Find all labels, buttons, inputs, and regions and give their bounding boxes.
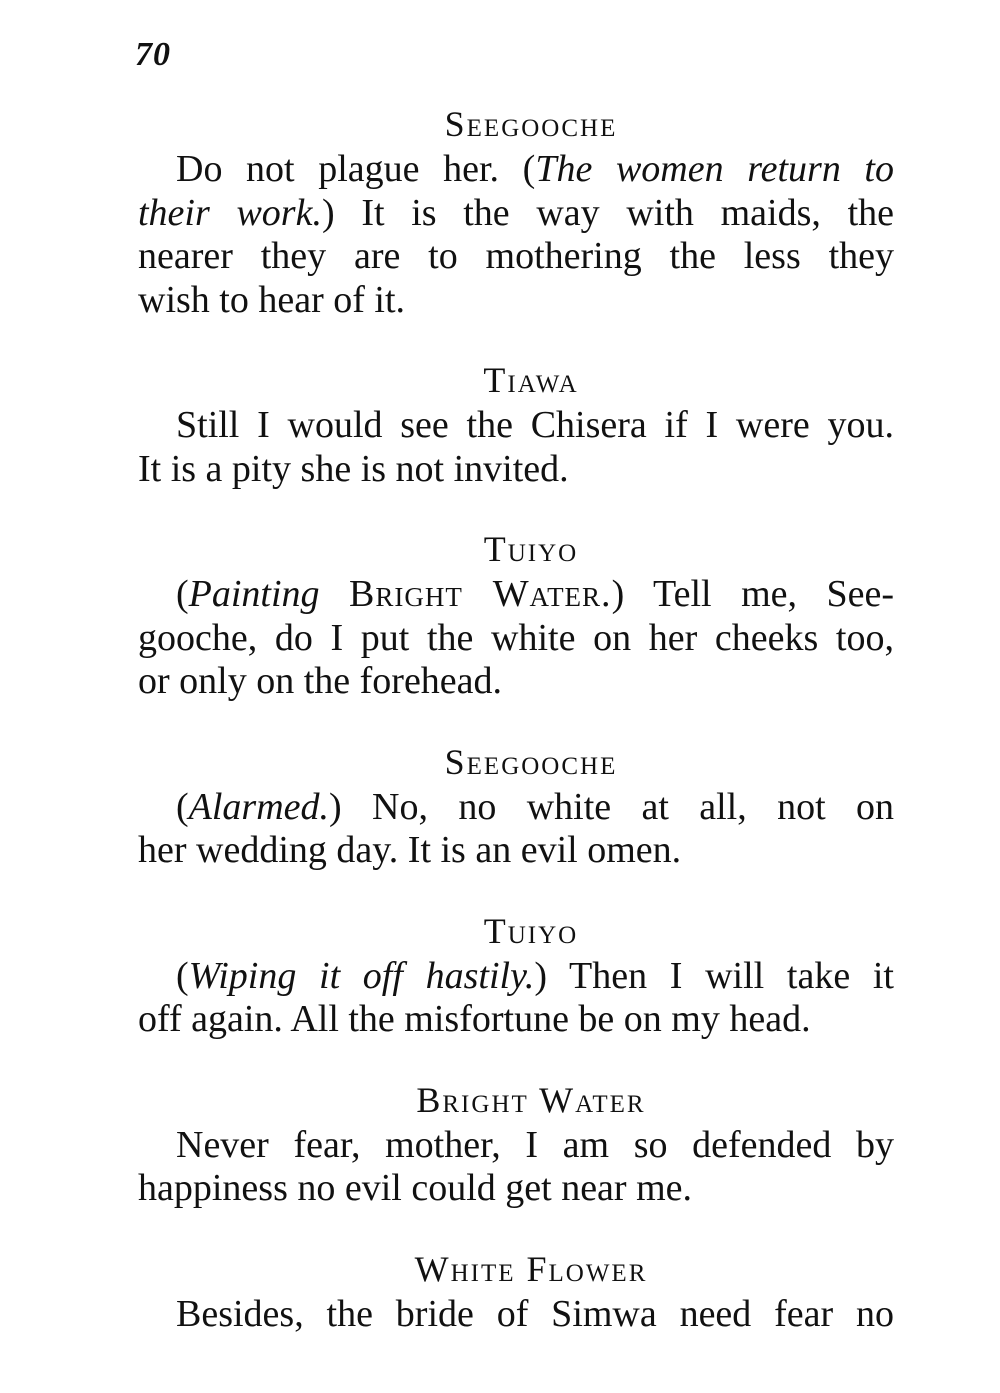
text-line [138,279,894,323]
speech-gap [138,873,894,907]
dialogue-text [320,573,350,615]
speaker-name: Seegooche [444,741,618,782]
text-line [138,573,894,617]
text-line [138,1124,894,1168]
dialogue-text: ) Tell me, See- [611,573,895,615]
text-line [138,998,894,1042]
speech-block [138,100,894,322]
speech-gap [138,704,894,738]
dialogue-text: ( [176,954,189,997]
speech-gap [138,1042,894,1076]
speaker-name: White Flower [414,1248,648,1289]
speaker-name: Bright Water [416,1079,646,1120]
dialogue-text: Besides, the bride of Simwa need fear no [176,1292,894,1335]
dialogue-text: ( [176,785,189,828]
page-number: 70 [135,36,171,73]
speech-block [138,525,894,704]
stage-direction: Alarmed. [188,785,330,828]
stage-direction: their work. [138,191,322,234]
text-line [138,235,894,279]
dialogue-text: or only on the forehead. [138,660,503,702]
dialogue-text: ( [176,573,189,615]
dialogue-text: It is a pity she is not invited. [138,447,569,490]
stage-direction: The women return to [535,148,894,190]
speech-block [138,907,894,1042]
speech-block [138,356,894,491]
dialogue-text: ) No, no white at all, not on [329,785,894,828]
text-line [138,617,894,661]
dialogue-text: ) Then I will take it [534,954,894,997]
dialogue-text: wish to hear of it. [138,278,406,321]
text-line [138,404,894,448]
text-line [138,1167,894,1211]
character-reference: Bright Water. [349,573,612,615]
speaker-name: Tuiyo [483,529,579,569]
speech-gap [138,1211,894,1245]
text-line [138,192,894,236]
dialogue-text: off again. All the misfortune be on my head. [138,998,811,1040]
speech-block [138,1076,894,1211]
dialogue-text: ) It is the way with maids, the [321,191,894,234]
speaker-name: Seegooche [444,104,618,144]
dialogue-text: Never fear, mother, I am so defended by [176,1123,894,1166]
speaker-name: Tiawa [483,360,579,400]
text-line [138,955,894,999]
text-line [138,148,894,192]
text-line [138,1293,894,1337]
dialogue-text: nearer they are to mothering the less they [138,235,894,277]
speech-gap [138,491,894,525]
text-line [138,829,894,873]
dialogue-text: gooche, do I put the white on her cheeks too, [138,616,894,659]
dialogue-text: happiness no evil could get near me. [138,1167,693,1209]
text-line [138,660,894,704]
dialogue-text: Do not plague her. ( [176,148,536,190]
text-line [138,786,894,830]
stage-direction: Painting [188,573,320,615]
stage-direction: Wiping it off hastily. [188,954,535,997]
play-text [138,100,894,1336]
dialogue-text: her wedding day. It is an evil omen. [138,829,682,871]
speaker-name: Tuiyo [483,910,579,951]
speech-gap [138,322,894,356]
speech-block [138,738,894,873]
speech-block [138,1245,894,1337]
dialogue-text: Still I would see the Chisera if I were you. [176,404,894,446]
text-line [138,448,894,492]
